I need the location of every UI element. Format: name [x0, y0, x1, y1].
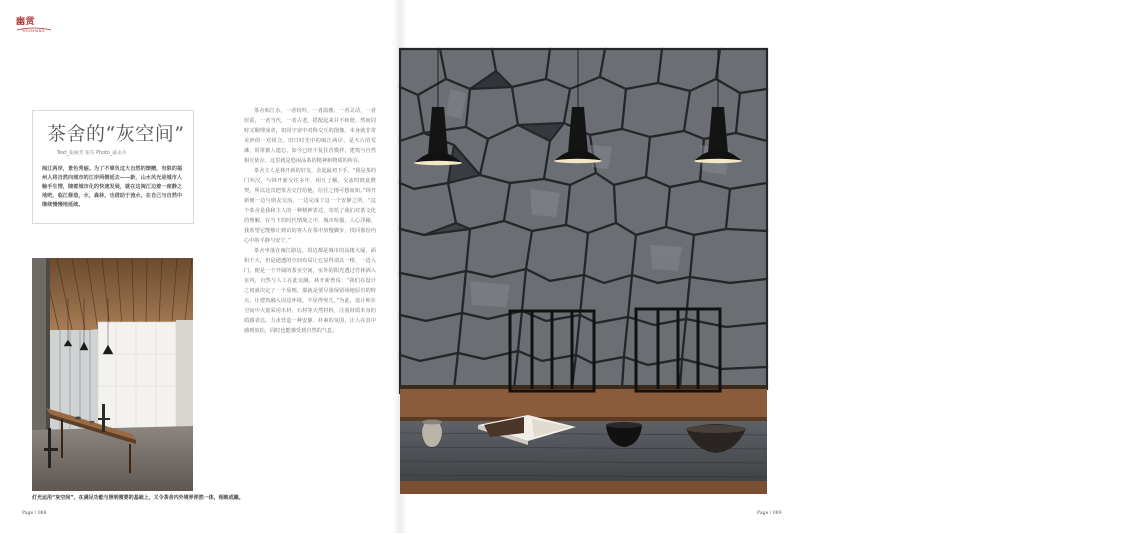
left-photo-caption: 灯光运用“灰空间”，在满足功能与照明需要的基础上，又令茶舍内外境界浑然一体，相映成趣。	[32, 495, 244, 501]
article-intro: 闽江两岸，景色秀丽。为了不辜负这大自然的馈赠，有限的福州人将自然向城市的江岸两侧延去——新，山水风光是城市人触手生情，随着城市化的快速发展，就在这闽江边着一座静之地吧，临江修造，水，森林，也借助于流水，在自己与自然中继续慢慢地延续。	[42, 166, 183, 208]
body-paragraph: 茶舍和江水，一者较吟，一者温雅；一者灵动，一者厚重，一者当代，一者古老。搭配起来并不和谐，然而同时又顺理成章，如同宇宙中对称交互的图像，本身就非常美妙的一对组合。旧日时光中的闽江两岸，是大片的荒滩，时常被人遗忘，如今已经不复往昔模样，建筑与自然相互依存，这里就是悠闲品茶的精神和物质的所在。	[244, 108, 376, 164]
body-paragraph: 茶舍主人是林开新的好友，念起最初下手，“我是茶的门外汉，与林开新交往多年，相互了解，交流时彼此默契，所以这次把茶舍交付给他，信任之情可想而知。”林开新便一边与朋友交流，一边完成了这一个安静之所。“这个茶舍是我和主人的一种精神表达，寄托了我们对茶文化的理解，在当下的时代情境之中，城市喧嚣，人心浮躁，我希望它能够让到访的客人在茶中放慢脚步，找回那份内心中的平静与安宁。”	[244, 168, 377, 244]
body-paragraph: 茶舍坐落在闽江路边，周边都是城市的高楼大厦，面积不大，但是通透的空间布局让它显得别具一格，一进入门，便是一个开阔的茶室空间，室外的阳光透过竹林洒入室内，自然与人工在此交融。林开新曾说：“我们在设计之初就决定了一个原则，那就是要尽量保留场地原有的特点，让建筑融入周边环境，不显得突兀。”为此，设计师在空间中大量采用木材、石材等天然材料，注重材质本身的质感表达，力求营造一种安静、朴素的氛围，让人在其中感到放松，同时也能感受到自然的气息。	[244, 248, 376, 334]
logo-subtext: YOUSHANG	[22, 29, 45, 33]
right-photo-caption: 大青石墙面通透，这些石头的纹理与原始的质感，为空间增添了自然的力量，让人感受到时光沉淀的韵味。	[920, 530, 1136, 535]
article-credits: Text_张丽芳 张芬 Photo_戚永兵	[57, 151, 127, 156]
page-number-left: Page / 088	[22, 511, 47, 516]
magazine-logo	[16, 14, 56, 40]
page-number-right: Page / 089	[757, 511, 782, 516]
logo-mark: 幽赏	[16, 17, 36, 27]
article-body	[244, 106, 376, 336]
teahouse-interior-photo	[32, 258, 193, 491]
article-title: 茶舍的“灰空间”	[47, 123, 185, 145]
article-header-box	[32, 110, 194, 224]
